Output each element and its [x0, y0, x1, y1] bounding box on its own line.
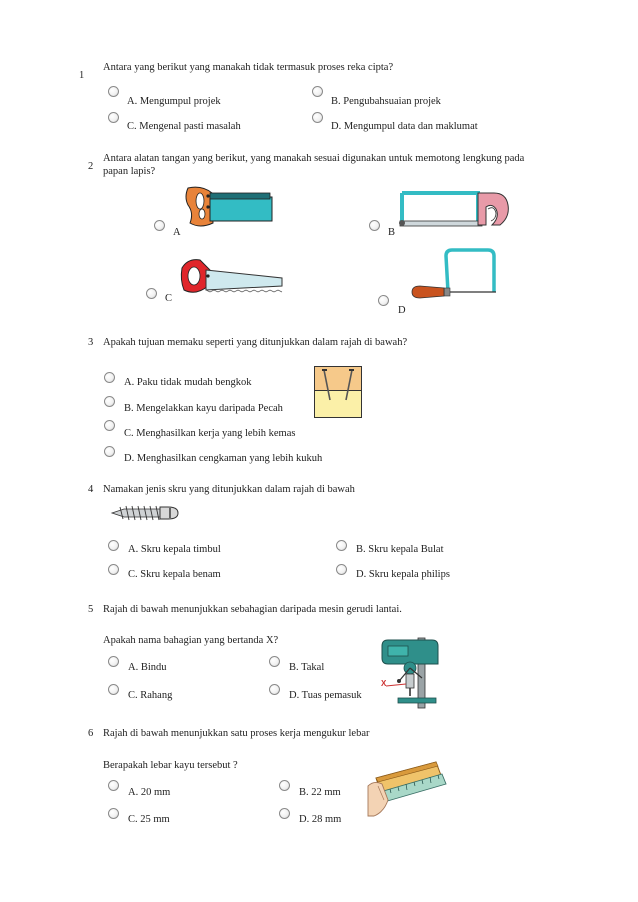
option-label-c: C. Mengenal pasti masalah	[127, 121, 241, 132]
option-label-a: A. Skru kepala timbul	[128, 544, 221, 555]
option-label-c: C. Menghasilkan kerja yang lebih kemas	[124, 428, 296, 439]
question-subtext: Apakah nama bahagian yang bertanda X?	[103, 635, 279, 646]
question-text: Namakan jenis skru yang ditunjukkan dalam rajah di bawah	[103, 484, 355, 495]
question-text-line-2: papan lapis?	[103, 166, 156, 177]
option-radio-b[interactable]	[104, 396, 115, 407]
option-radio-c[interactable]	[108, 112, 119, 123]
option-label-b: B	[388, 227, 396, 238]
option-radio-b[interactable]	[336, 540, 347, 551]
question-subtext: Berapakah lebar kayu tersebut ?	[103, 760, 238, 771]
question-number: 3	[88, 337, 94, 348]
nailed-wood-icon	[314, 366, 362, 418]
option-radio-b[interactable]	[312, 86, 323, 97]
option-label-b: B. Skru kepala Bulat	[356, 544, 444, 555]
option-radio-d[interactable]	[104, 446, 115, 457]
option-label-d: D. Mengumpul data dan maklumat	[331, 121, 478, 132]
panel-saw-icon	[178, 256, 288, 302]
option-radio-c[interactable]	[146, 288, 157, 299]
option-label-a: A. Paku tidak mudah bengkok	[124, 377, 252, 388]
option-radio-a[interactable]	[108, 86, 119, 97]
option-radio-a[interactable]	[154, 220, 165, 231]
ruler-measuring-icon	[366, 756, 446, 820]
drill-press-icon	[376, 634, 446, 710]
option-label-d: D	[398, 305, 406, 316]
option-radio-d[interactable]	[269, 684, 280, 695]
option-label-b: B. 22 mm	[299, 787, 341, 798]
option-radio-a[interactable]	[108, 540, 119, 551]
option-label-c: C	[165, 293, 173, 304]
option-radio-b[interactable]	[369, 220, 380, 231]
option-radio-c[interactable]	[108, 808, 119, 819]
option-label-d: D. 28 mm	[299, 814, 342, 825]
screw-icon	[110, 502, 182, 524]
option-radio-c[interactable]	[108, 684, 119, 695]
option-radio-d[interactable]	[336, 564, 347, 575]
option-label-a: A	[173, 227, 181, 238]
option-radio-a[interactable]	[108, 656, 119, 667]
question-number: 2	[88, 161, 94, 172]
tenon-saw-icon	[180, 183, 280, 233]
question-number: 5	[88, 604, 94, 615]
option-label-a: A. Mengumpul projek	[127, 96, 221, 107]
question-text-line-1: Antara alatan tangan yang berikut, yang manakah sesuai digunakan untuk memotong lengkung pada	[103, 153, 525, 164]
option-radio-c[interactable]	[108, 564, 119, 575]
option-label-b: B. Mengelakkan kayu daripada Pecah	[124, 403, 283, 414]
option-radio-b[interactable]	[279, 780, 290, 791]
option-label-a: A. Bindu	[128, 662, 167, 673]
option-label-b: B. Pengubahsuaian projek	[331, 96, 441, 107]
option-radio-d[interactable]	[378, 295, 389, 306]
option-radio-c[interactable]	[104, 420, 115, 431]
option-radio-d[interactable]	[279, 808, 290, 819]
question-number: 6	[88, 728, 94, 739]
option-label-d: D. Skru kepala philips	[356, 569, 450, 580]
option-label-c: C. Rahang	[128, 690, 173, 701]
hacksaw-icon	[396, 187, 516, 235]
question-number: 4	[88, 484, 94, 495]
option-radio-d[interactable]	[312, 112, 323, 123]
option-label-b: B. Takal	[289, 662, 325, 673]
question-text: Rajah di bawah menunjukkan satu proses kerja mengukur lebar	[103, 728, 370, 739]
coping-saw-icon	[408, 246, 508, 302]
figure-marker-x: X	[381, 679, 387, 688]
option-label-d: D. Tuas pemasuk	[289, 690, 362, 701]
question-number: 1	[79, 70, 85, 81]
option-label-c: C. 25 mm	[128, 814, 170, 825]
question-text: Antara yang berikut yang manakah tidak termasuk proses reka cipta?	[103, 62, 394, 73]
question-text: Apakah tujuan memaku seperti yang ditunjukkan dalam rajah di bawah?	[103, 337, 408, 348]
option-radio-a[interactable]	[104, 372, 115, 383]
option-label-a: A. 20 mm	[128, 787, 171, 798]
option-label-c: C. Skru kepala benam	[128, 569, 221, 580]
option-radio-b[interactable]	[269, 656, 280, 667]
option-radio-a[interactable]	[108, 780, 119, 791]
option-label-d: D. Menghasilkan cengkaman yang lebih kukuh	[124, 453, 323, 464]
question-text: Rajah di bawah menunjukkan sebahagian daripada mesin gerudi lantai.	[103, 604, 402, 615]
